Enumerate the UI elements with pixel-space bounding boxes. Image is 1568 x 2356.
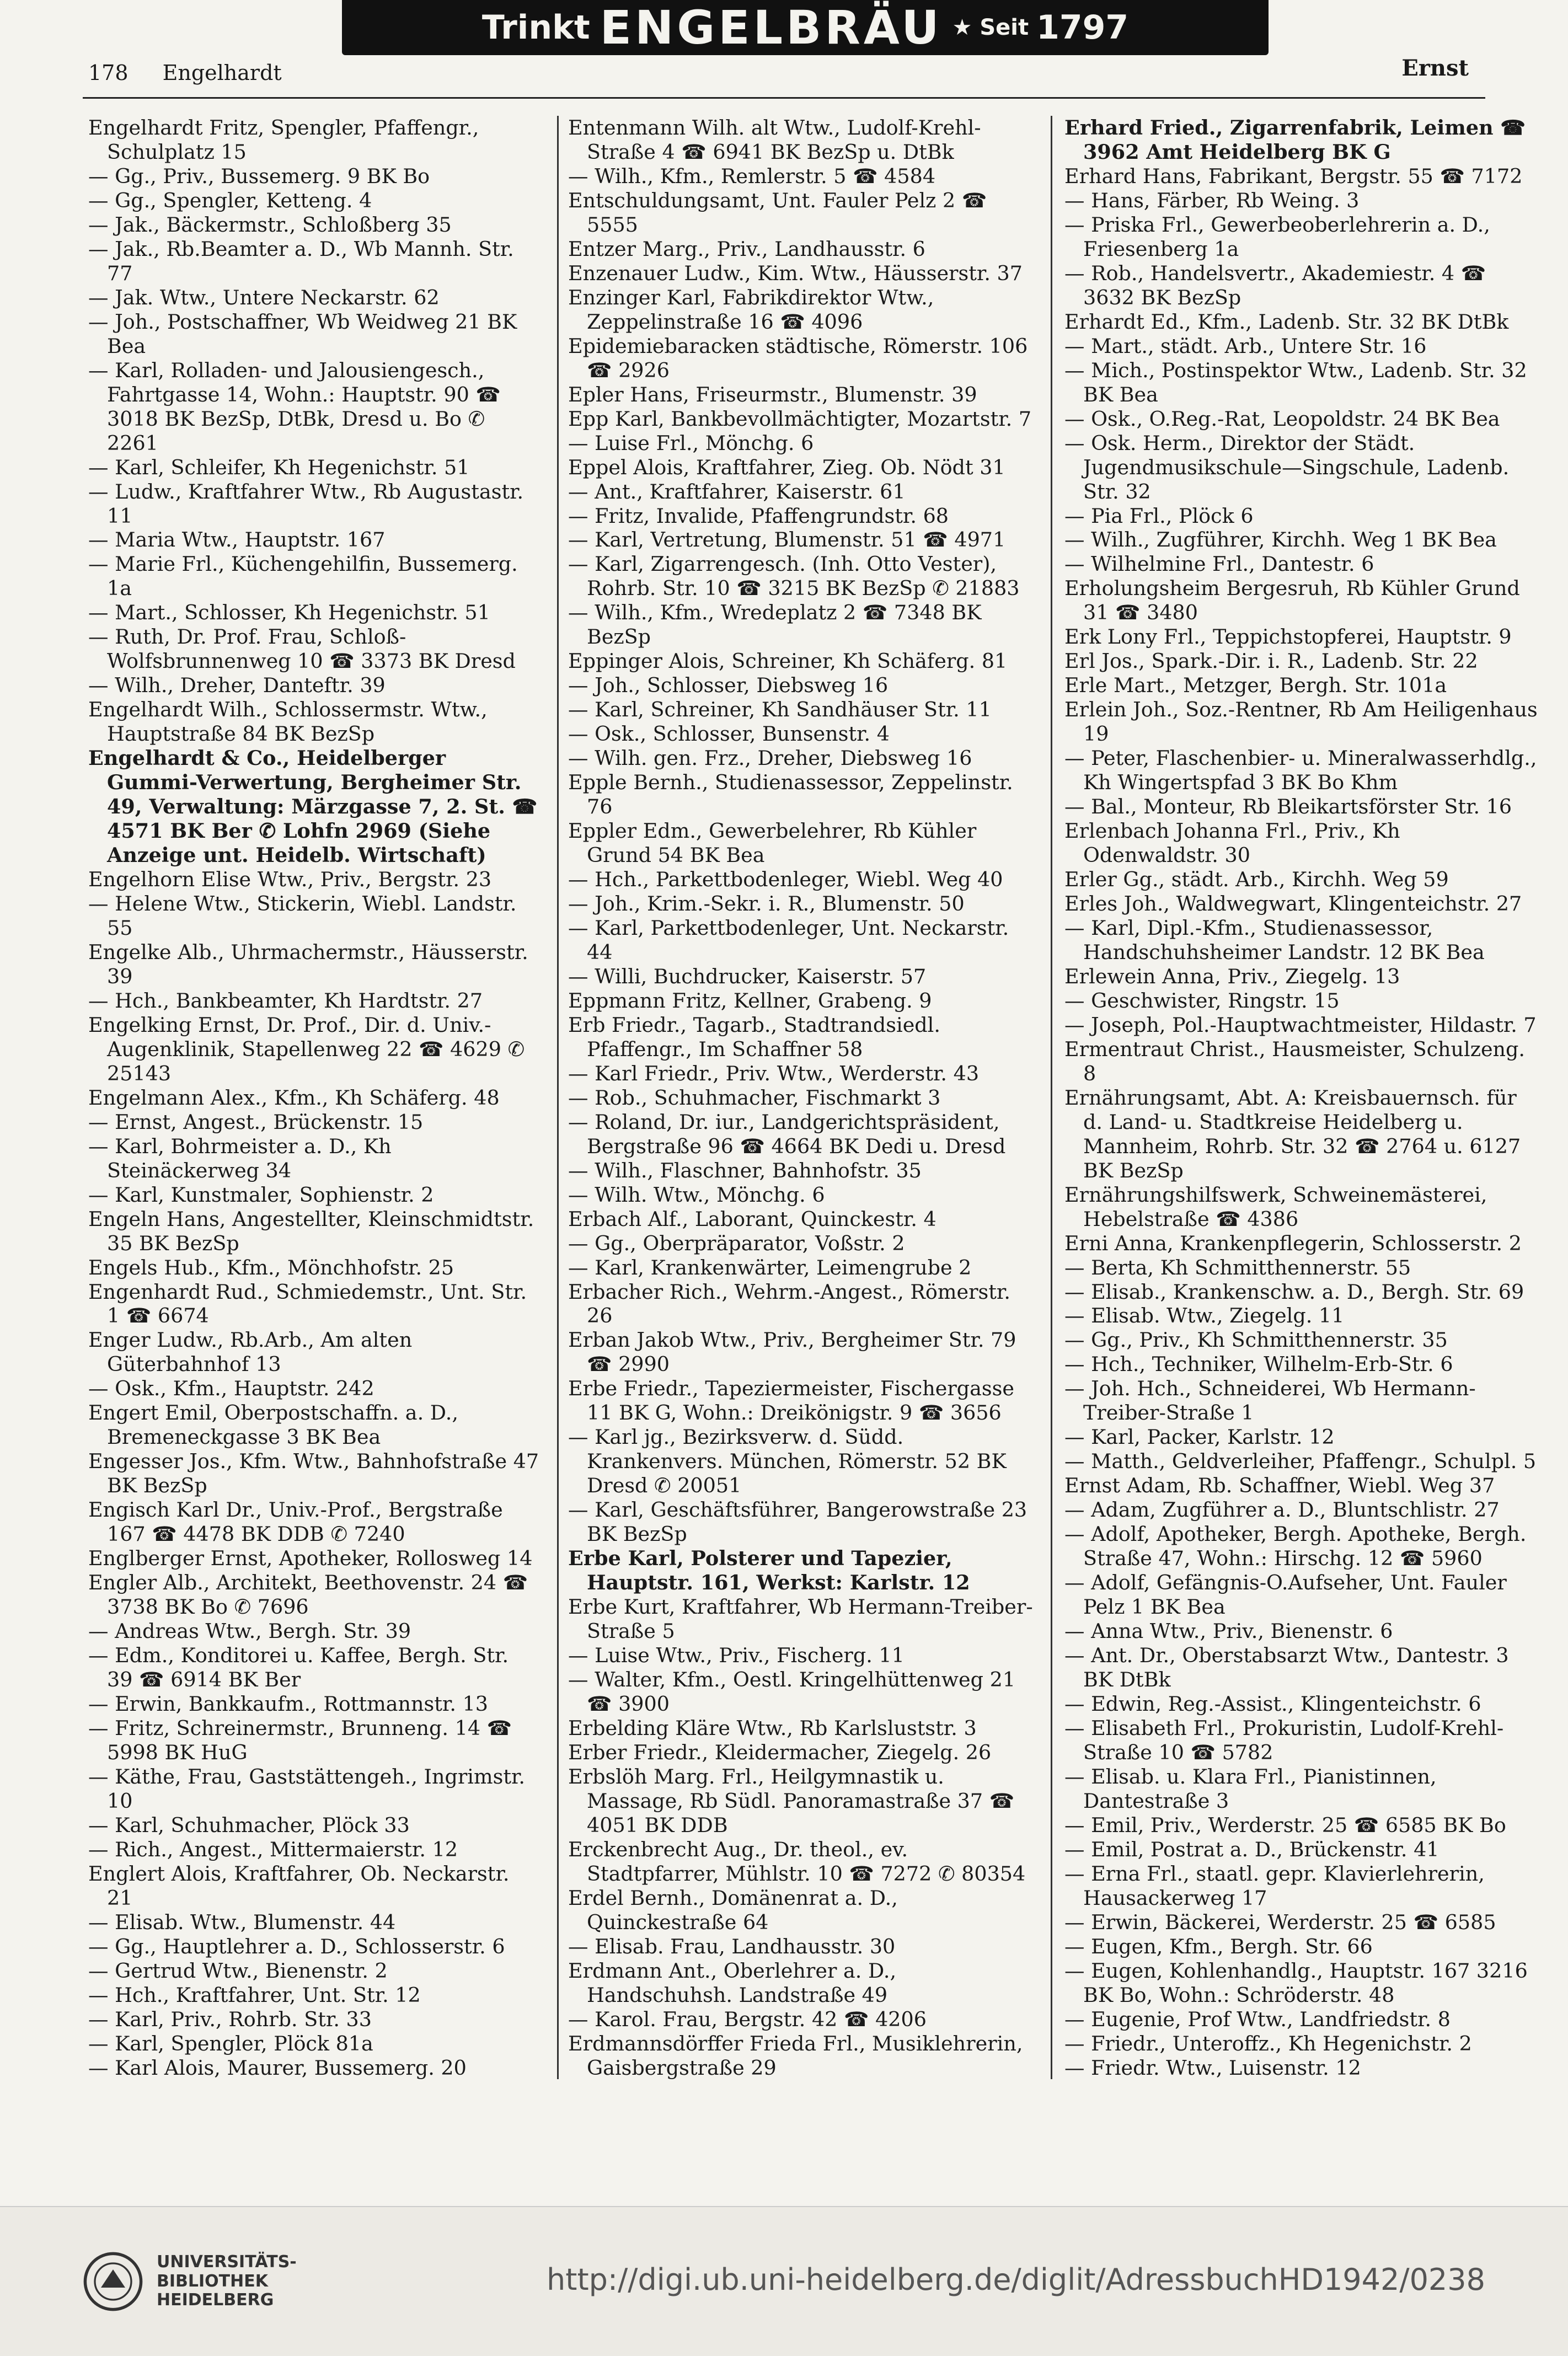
directory-entry: Ernährungshilfswerk, Schweinemästerei, Hebelstraße ☎ 4386: [1064, 1182, 1487, 1231]
directory-entry: — Maria Wtw., Hauptstr. 167: [88, 528, 386, 552]
directory-entry: Eppel Alois, Kraftfahrer, Zieg. Ob. Nödt 31: [568, 455, 1005, 479]
directory-entry: Erlewein Anna, Priv., Ziegelg. 13: [1064, 964, 1400, 988]
directory-entry: Engelmann Alex., Kfm., Kh Schäferg. 48: [88, 1085, 500, 1110]
directory-entry: — Emil, Priv., Werderstr. 25 ☎ 6585 BK Bo: [1064, 1813, 1506, 1837]
directory-entry: Englberger Ernst, Apotheker, Rollosweg 14: [88, 1546, 533, 1571]
directory-entry: — Erwin, Bäckerei, Werderstr. 25 ☎ 6585: [1064, 1910, 1496, 1934]
directory-entry: Erhard Fried., Zigarrenfabrik, Leimen ☎ 3962 Amt Heidelberg BK G: [1064, 116, 1526, 164]
directory-entry: — Pia Frl., Plöck 6: [1064, 504, 1254, 528]
directory-entry: Eppler Edm., Gewerbelehrer, Rb Kühler Grund 54 BK Bea: [568, 819, 977, 868]
directory-entry: — Elisab. Wtw., Ziegelg. 11: [1064, 1304, 1345, 1328]
column-2: [568, 116, 1040, 2079]
logo-line-2: BIBLIOTHEK: [157, 2271, 268, 2291]
library-name: [157, 2253, 297, 2310]
directory-entry: — Hch., Kraftfahrer, Unt. Str. 12: [88, 1983, 421, 2007]
directory-entry: — Joh. Hch., Schneiderei, Wb Hermann-Treiber-Straße 1: [1064, 1377, 1476, 1425]
directory-entry: Epple Bernh., Studienassessor, Zeppelinstr. 76: [568, 770, 1013, 819]
directory-entry: — Gg., Hauptlehrer a. D., Schlosserstr. 6: [88, 1934, 505, 1958]
directory-entry: — Anna Wtw., Priv., Bienenstr. 6: [1064, 1619, 1393, 1643]
directory-entry: Erni Anna, Krankenpflegerin, Schlosserstr. 2: [1064, 1231, 1522, 1255]
directory-entry: — Karl, Parkettbodenleger, Unt. Neckarstr. 44: [568, 915, 1009, 964]
directory-entry: Erbe Karl, Polsterer und Tapezier, Hauptstr. 161, Werkst: Karlstr. 12: [568, 1546, 970, 1595]
directory-entry: Engelhardt Wilh., Schlossermstr. Wtw., Hauptstraße 84 BK BezSp: [88, 698, 488, 746]
directory-entry: — Wilh., Zugführer, Kirchh. Weg 1 BK Bea: [1064, 528, 1497, 552]
directory-entry: Erdel Bernh., Domänenrat a. D., Quinckestraße 64: [568, 1886, 898, 1934]
directory-entry: Erbe Friedr., Tapeziermeister, Fischergasse 11 BK G, Wohn.: Dreikönigstr. 9 ☎ 3656: [568, 1377, 1014, 1425]
directory-entry: — Karl jg., Bezirksverw. d. Südd. Krankenvers. München, Römerstr. 52 BK Dresd ✆ 20051: [568, 1425, 1007, 1498]
directory-entry: — Adolf, Gefängnis-O.Aufseher, Unt. Fauler Pelz 1 BK Bea: [1064, 1571, 1507, 1619]
directory-entry: — Matth., Geldverleiher, Pfaffengr., Schulpl. 5: [1064, 1449, 1537, 1474]
directory-entry: — Joseph, Pol.-Hauptwachtmeister, Hildastr. 7: [1064, 1013, 1537, 1037]
directory-entry: — Erna Frl., staatl. gepr. Klavierlehrerin, Hausackerweg 17: [1064, 1861, 1485, 1910]
directory-entry: — Luise Frl., Mönchg. 6: [568, 431, 814, 455]
directory-entry: Erhardt Ed., Kfm., Ladenb. Str. 32 BK DtBk: [1064, 309, 1509, 334]
directory-entry: — Rob., Schuhmacher, Fischmarkt 3: [568, 1085, 941, 1110]
directory-entry: — Peter, Flaschenbier- u. Mineralwasserhdlg., Kh Wingertspfad 3 BK Bo Khm: [1064, 746, 1537, 795]
library-seal-icon: [83, 2251, 143, 2312]
directory-entry: Entenmann Wilh. alt Wtw., Ludolf-Krehl-Straße 4 ☎ 6941 BK BezSp u. DtBk: [568, 116, 981, 164]
directory-entry: — Gg., Oberpräparator, Voßstr. 2: [568, 1231, 905, 1255]
directory-entry: — Gertrud Wtw., Bienenstr. 2: [88, 1958, 388, 1983]
directory-entry: Epidemiebaracken städtische, Römerstr. 106 ☎ 2926: [568, 334, 1028, 382]
directory-entry: — Adam, Zugführer a. D., Bluntschlistr. 27: [1064, 1498, 1500, 1522]
directory-entry: — Käthe, Frau, Gaststättengeh., Ingrimstr. 10: [88, 1764, 526, 1813]
directory-entry: — Karl, Krankenwärter, Leimengrube 2: [568, 1255, 972, 1279]
directory-entry: — Gg., Priv., Kh Schmitthennerstr. 35: [1064, 1328, 1448, 1352]
directory-entry: — Wilh. gen. Frz., Dreher, Diebsweg 16: [568, 746, 972, 770]
directory-entry: Erbach Alf., Laborant, Quinckestr. 4: [568, 1207, 936, 1231]
directory-entry: Engelking Ernst, Dr. Prof., Dir. d. Univ.-Augenklinik, Stapellenweg 22 ☎ 4629 ✆ 25143: [88, 1013, 525, 1085]
directory-entry: — Elisab. Wtw., Blumenstr. 44: [88, 1910, 396, 1934]
directory-entry: — Karl, Kunstmaler, Sophienstr. 2: [88, 1182, 434, 1207]
directory-entry: — Luise Wtw., Priv., Fischerg. 11: [568, 1643, 905, 1668]
directory-entry: — Willi, Buchdrucker, Kaiserstr. 57: [568, 964, 927, 988]
directory-entry: — Karl, Rolladen- und Jalousiengesch., Fahrtgasse 14, Wohn.: Hauptstr. 90 ☎ 3018 BK BezSp, DtBk, Dresd u. Bo ✆ 2261: [88, 358, 501, 455]
advertising-banner: [342, 0, 1269, 55]
directory-entry: — Hch., Bankbeamter, Kh Hardtstr. 27: [88, 988, 483, 1013]
directory-entry: — Friedr., Unteroffz., Kh Hegenichstr. 2: [1064, 2031, 1472, 2055]
directory-entry: Erban Jakob Wtw., Priv., Bergheimer Str. 79 ☎ 2990: [568, 1328, 1016, 1377]
directory-entry: — Rich., Angest., Mittermaierstr. 12: [88, 1837, 458, 1861]
directory-entry: — Ant., Kraftfahrer, Kaiserstr. 61: [568, 479, 906, 504]
directory-entry: Erbslöh Marg. Frl., Heilgymnastik u. Massage, Rb Südl. Panoramastraße 37 ☎ 4051 BK DDB: [568, 1764, 1015, 1837]
directory-entry: Erholungsheim Bergesruh, Rb Kühler Grund 31 ☎ 3480: [1064, 576, 1520, 625]
directory-entry: Engelhorn Elise Wtw., Priv., Bergstr. 23: [88, 868, 492, 892]
directory-entry: — Osk., O.Reg.-Rat, Leopoldstr. 24 BK Bea: [1064, 406, 1500, 431]
directory-entry: Erckenbrecht Aug., Dr. theol., ev. Stadtpfarrer, Mühlstr. 10 ☎ 7272 ✆ 80354: [568, 1837, 1026, 1886]
directory-entry: — Jak., Rb.Beamter a. D., Wb Mannh. Str. 77: [88, 237, 514, 285]
directory-entry: — Karl, Priv., Rohrb. Str. 33: [88, 2007, 372, 2031]
banner-text-1: Trinkt: [481, 8, 590, 47]
directory-entry: — Joh., Krim.-Sekr. i. R., Blumenstr. 50: [568, 892, 965, 915]
directory-entry: Enger Ludw., Rb.Arb., Am alten Güterbahnhof 13: [88, 1328, 413, 1377]
directory-entry: Engisch Karl Dr., Univ.-Prof., Bergstraße 167 ☎ 4478 BK DDB ✆ 7240: [88, 1498, 503, 1546]
logo-line-3: HEIDELBERG: [157, 2290, 274, 2310]
directory-entry: Engels Hub., Kfm., Mönchhofstr. 25: [88, 1255, 454, 1279]
directory-entry: — Ruth, Dr. Prof. Frau, Schloß-Wolfsbrunnenweg 10 ☎ 3373 BK Dresd: [88, 625, 516, 673]
directory-entry: — Karl, Packer, Karlstr. 12: [1064, 1425, 1335, 1449]
directory-entry: Engelhardt & Co., Heidelberger Gummi-Verwertung, Bergheimer Str. 49, Verwaltung: Märzgasse 7, 2. St. ☎ 4571 BK Ber ✆ Lohfn 2969 (Siehe Anzeige unt. Heidelb. Wirtschaft): [88, 746, 538, 868]
library-logo: [83, 2251, 297, 2312]
directory-entry: — Karl, Zigarrengesch. (Inh. Otto Vester), Rohrb. Str. 10 ☎ 3215 BK BezSp ✆ 21883: [568, 552, 1020, 601]
viewer-footer: [0, 2206, 1568, 2356]
directory-entry: — Wilh. Wtw., Mönchg. 6: [568, 1182, 825, 1207]
directory-entry: Engler Alb., Architekt, Beethovenstr. 24 ☎ 3738 BK Bo ✆ 7696: [88, 1571, 528, 1619]
directory-entry: — Berta, Kh Schmitthennerstr. 55: [1064, 1255, 1411, 1279]
banner-year: 1797: [1036, 8, 1129, 47]
running-head-right: Ernst: [1401, 55, 1469, 81]
directory-entry: Entzer Marg., Priv., Landhausstr. 6: [568, 237, 925, 261]
directory-entry: — Fritz, Schreinermstr., Brunneng. 14 ☎ 5998 BK HuG: [88, 1716, 512, 1764]
directory-entry: Engeln Hans, Angestellter, Kleinschmidtstr. 35 BK BezSp: [88, 1207, 534, 1255]
directory-entry: Epler Hans, Friseurmstr., Blumenstr. 39: [568, 382, 977, 406]
directory-entry: — Fritz, Invalide, Pfaffengrundstr. 68: [568, 504, 949, 528]
directory-entry: — Joh., Schlosser, Diebsweg 16: [568, 673, 889, 698]
logo-line-1: UNIVERSITÄTS-: [157, 2252, 297, 2272]
directory-entry: — Wilhelmine Frl., Dantestr. 6: [1064, 552, 1374, 576]
directory-entry: — Erwin, Bankkaufm., Rottmannstr. 13: [88, 1691, 489, 1716]
directory-entry: Engelhardt Fritz, Spengler, Pfaffengr., Schulplatz 15: [88, 116, 479, 164]
directory-entry: Erk Lony Frl., Teppichstopferei, Hauptstr. 9: [1064, 625, 1512, 649]
directory-entry: Engenhardt Rud., Schmiedemstr., Unt. Str. 1 ☎ 6674: [88, 1279, 527, 1328]
directory-entry: — Helene Wtw., Stickerin, Wiebl. Landstr. 55: [88, 892, 517, 940]
directory-entry: Erdmannsdörffer Frieda Frl., Musiklehrerin, Gaisbergstraße 29: [568, 2031, 1023, 2079]
directory-entry: — Walter, Kfm., Oestl. Kringelhüttenweg 21 ☎ 3900: [568, 1668, 1016, 1716]
directory-entry: — Ludw., Kraftfahrer Wtw., Rb Augustastr. 11: [88, 479, 524, 528]
directory-entry: — Friedr. Wtw., Luisenstr. 12: [1064, 2055, 1361, 2079]
directory-entry: — Karl Alois, Maurer, Bussemerg. 20: [88, 2055, 467, 2079]
directory-entry: Enzenauer Ludw., Kim. Wtw., Häusserstr. 37: [568, 261, 1023, 285]
directory-entry: — Wilh., Flaschner, Bahnhofstr. 35: [568, 1158, 922, 1182]
directory-entry: — Karol. Frau, Bergstr. 42 ☎ 4206: [568, 2007, 927, 2031]
directory-entry: Eppinger Alois, Schreiner, Kh Schäferg. 81: [568, 649, 1008, 673]
directory-entry: — Elisabeth Frl., Prokuristin, Ludolf-Krehl-Straße 10 ☎ 5782: [1064, 1716, 1504, 1764]
directory-entry: — Rob., Handelsvertr., Akademiestr. 4 ☎ 3632 BK BezSp: [1064, 261, 1486, 309]
directory-entry: — Ant. Dr., Oberstabsarzt Wtw., Dantestr. 3 BK DtBk: [1064, 1643, 1509, 1691]
directory-entry: Erber Friedr., Kleidermacher, Ziegelg. 26: [568, 1740, 992, 1764]
directory-entry: — Jak., Bäckermstr., Schloßberg 35: [88, 212, 452, 237]
directory-entry: — Osk., Kfm., Hauptstr. 242: [88, 1377, 374, 1401]
directory-entry: — Elisab. u. Klara Frl., Pianistinnen, Dantestraße 3: [1064, 1764, 1437, 1813]
directory-entry: — Hans, Färber, Rb Weing. 3: [1064, 188, 1360, 212]
permalink-url[interactable]: http://digi.ub.uni-heidelberg.de/diglit/AdressbuchHD1942/0238: [547, 2262, 1485, 2297]
directory-entry: Erhard Hans, Fabrikant, Bergstr. 55 ☎ 7172: [1064, 164, 1523, 188]
directory-entry: — Hch., Parkettbodenleger, Wiebl. Weg 40: [568, 868, 1003, 892]
directory-entry: — Ernst, Angest., Brückenstr. 15: [88, 1110, 424, 1134]
directory-entry: Epp Karl, Bankbevollmächtigter, Mozartstr. 7: [568, 406, 1032, 431]
directory-entry: — Eugen, Kohlenhandlg., Hauptstr. 167 3216 BK Bo, Wohn.: Schröderstr. 48: [1064, 1958, 1528, 2007]
directory-entry: — Elisab. Frau, Landhausstr. 30: [568, 1934, 896, 1958]
directory-entry: — Marie Frl., Küchengehilfin, Bussemerg. 1a: [88, 552, 518, 601]
directory-entry: — Gg., Spengler, Ketteng. 4: [88, 188, 372, 212]
directory-entry: Engelke Alb., Uhrmachermstr., Häusserstr. 39: [88, 940, 528, 988]
directory-entry: — Elisab., Krankenschw. a. D., Bergh. Str. 69: [1064, 1279, 1524, 1304]
directory-entry: — Mart., städt. Arb., Untere Str. 16: [1064, 334, 1427, 358]
directory-entry: Engert Emil, Oberpostschaffn. a. D., Bremeneckgasse 3 BK Bea: [88, 1401, 458, 1449]
directory-entry: — Joh., Postschaffner, Wb Weidweg 21 BK Bea: [88, 309, 517, 358]
directory-entry: — Emil, Postrat a. D., Brückenstr. 41: [1064, 1837, 1439, 1861]
directory-entry: — Bal., Monteur, Rb Bleikartsförster Str. 16: [1064, 795, 1512, 819]
directory-entry: Ermentraut Christ., Hausmeister, Schulzeng. 8: [1064, 1037, 1526, 1085]
directory-entry: — Karl, Schuhmacher, Plöck 33: [88, 1813, 410, 1837]
directory-entry: — Edm., Konditorei u. Kaffee, Bergh. Str. 39 ☎ 6914 BK Ber: [88, 1643, 509, 1691]
directory-entry: Entschuldungsamt, Unt. Fauler Pelz 2 ☎ 5555: [568, 188, 987, 237]
directory-entry: Enzinger Karl, Fabrikdirektor Wtw., Zeppelinstraße 16 ☎ 4096: [568, 285, 934, 334]
banner-text-3: ★ Seit: [952, 15, 1029, 40]
directory-entry: Ernst Adam, Rb. Schaffner, Wiebl. Weg 37: [1064, 1474, 1495, 1498]
directory-entry: — Hch., Techniker, Wilhelm-Erb-Str. 6: [1064, 1352, 1453, 1377]
directory-entry: — Karl, Bohrmeister a. D., Kh Steinäckerweg 34: [88, 1134, 392, 1182]
directory-entry: Ernährungsamt, Abt. A: Kreisbauernsch. für d. Land- u. Stadtkreise Heidelberg u. Mannheim, Rohrb. Str. 32 ☎ 2764 u. 6127 BK BezSp: [1064, 1085, 1521, 1182]
directory-entry: — Edwin, Reg.-Assist., Klingenteichstr. 6: [1064, 1691, 1481, 1716]
column-divider: [1051, 116, 1052, 2079]
directory-entry: — Jak. Wtw., Untere Neckarstr. 62: [88, 285, 440, 309]
directory-entry: Erbelding Kläre Wtw., Rb Karlsluststr. 3: [568, 1716, 977, 1740]
directory-entry: Eppmann Fritz, Kellner, Grabeng. 9: [568, 988, 932, 1013]
directory-entry: — Priska Frl., Gewerbeoberlehrerin a. D., Friesenberg 1a: [1064, 212, 1490, 261]
directory-entry: — Karl, Schleifer, Kh Hegenichstr. 51: [88, 455, 470, 479]
directory-entry: — Karl, Schreiner, Kh Sandhäuser Str. 11: [568, 698, 992, 722]
directory-entry: Erlenbach Johanna Frl., Priv., Kh Odenwaldstr. 30: [1064, 819, 1400, 868]
column-divider: [557, 116, 559, 2079]
page-number: 178: [88, 61, 129, 85]
column-1: [88, 116, 540, 2079]
directory-entry: Erdmann Ant., Oberlehrer a. D., Handschuhsh. Landstraße 49: [568, 1958, 897, 2007]
directory-entry: — Karl Friedr., Priv. Wtw., Werderstr. 43: [568, 1061, 980, 1085]
directory-entry: — Andreas Wtw., Bergh. Str. 39: [88, 1619, 411, 1643]
directory-entry: — Mich., Postinspektor Wtw., Ladenb. Str. 32 BK Bea: [1064, 358, 1527, 406]
directory-entry: — Wilh., Dreher, Danteftr. 39: [88, 673, 386, 698]
directory-entry: — Adolf, Apotheker, Bergh. Apotheke, Bergh. Straße 47, Wohn.: Hirschg. 12 ☎ 5960: [1064, 1522, 1527, 1571]
directory-entry: Engesser Jos., Kfm. Wtw., Bahnhofstraße 47 BK BezSp: [88, 1449, 539, 1498]
page-header-left: [88, 61, 282, 85]
directory-entry: — Mart., Schlosser, Kh Hegenichstr. 51: [88, 601, 490, 625]
header-rule: [83, 97, 1485, 99]
directory-entry: Erler Gg., städt. Arb., Kirchh. Weg 59: [1064, 868, 1449, 892]
directory-entry: — Roland, Dr. iur., Landgerichtspräsident, Bergstraße 96 ☎ 4664 BK Dedi u. Dresd: [568, 1110, 1006, 1158]
directory-entry: — Geschwister, Ringstr. 15: [1064, 988, 1340, 1013]
directory-entry: — Gg., Priv., Bussemerg. 9 BK Bo: [88, 164, 430, 188]
directory-entry: — Osk. Herm., Direktor der Städt. Jugendmusikschule—Singschule, Ladenb. Str. 32: [1064, 431, 1510, 504]
column-3: [1064, 116, 1539, 2079]
directory-entry: — Eugen, Kfm., Bergh. Str. 66: [1064, 1934, 1373, 1958]
directory-entry: Erbacher Rich., Wehrm.-Angest., Römerstr. 26: [568, 1279, 1010, 1328]
directory-entry: Englert Alois, Kraftfahrer, Ob. Neckarstr. 21: [88, 1861, 510, 1910]
directory-entry: — Osk., Schlosser, Bunsenstr. 4: [568, 722, 890, 746]
directory-entry: Erles Joh., Waldwegwart, Klingenteichstr. 27: [1064, 892, 1522, 915]
directory-entry: — Eugenie, Prof Wtw., Landfriedstr. 8: [1064, 2007, 1451, 2031]
directory-entry: — Karl, Spengler, Plöck 81a: [88, 2031, 373, 2055]
directory-entry: — Karl, Geschäftsführer, Bangerowstraße 23 BK BezSp: [568, 1498, 1028, 1546]
banner-brand: ENGELBRÄU: [600, 1, 943, 55]
directory-entry: Erbe Kurt, Kraftfahrer, Wb Hermann-Treiber-Straße 5: [568, 1595, 1033, 1643]
directory-entry: Erb Friedr., Tagarb., Stadtrandsiedl. Pfaffengr., Im Schaffner 58: [568, 1013, 940, 1061]
directory-entry: Erle Mart., Metzger, Bergh. Str. 101a: [1064, 673, 1447, 698]
directory-entry: Erlein Joh., Soz.-Rentner, Rb Am Heiligenhaus 19: [1064, 698, 1538, 746]
running-head-left: Engelhardt: [162, 61, 282, 85]
directory-entry: — Karl, Dipl.-Kfm., Studienassessor, Handschuhsheimer Landstr. 12 BK Bea: [1064, 915, 1485, 964]
directory-entry: — Karl, Vertretung, Blumenstr. 51 ☎ 4971: [568, 528, 1006, 552]
directory-entry: — Wilh., Kfm., Remlerstr. 5 ☎ 4584: [568, 164, 936, 188]
directory-entry: Erl Jos., Spark.-Dir. i. R., Ladenb. Str. 22: [1064, 649, 1478, 673]
directory-entry: — Wilh., Kfm., Wredeplatz 2 ☎ 7348 BK BezSp: [568, 601, 982, 649]
